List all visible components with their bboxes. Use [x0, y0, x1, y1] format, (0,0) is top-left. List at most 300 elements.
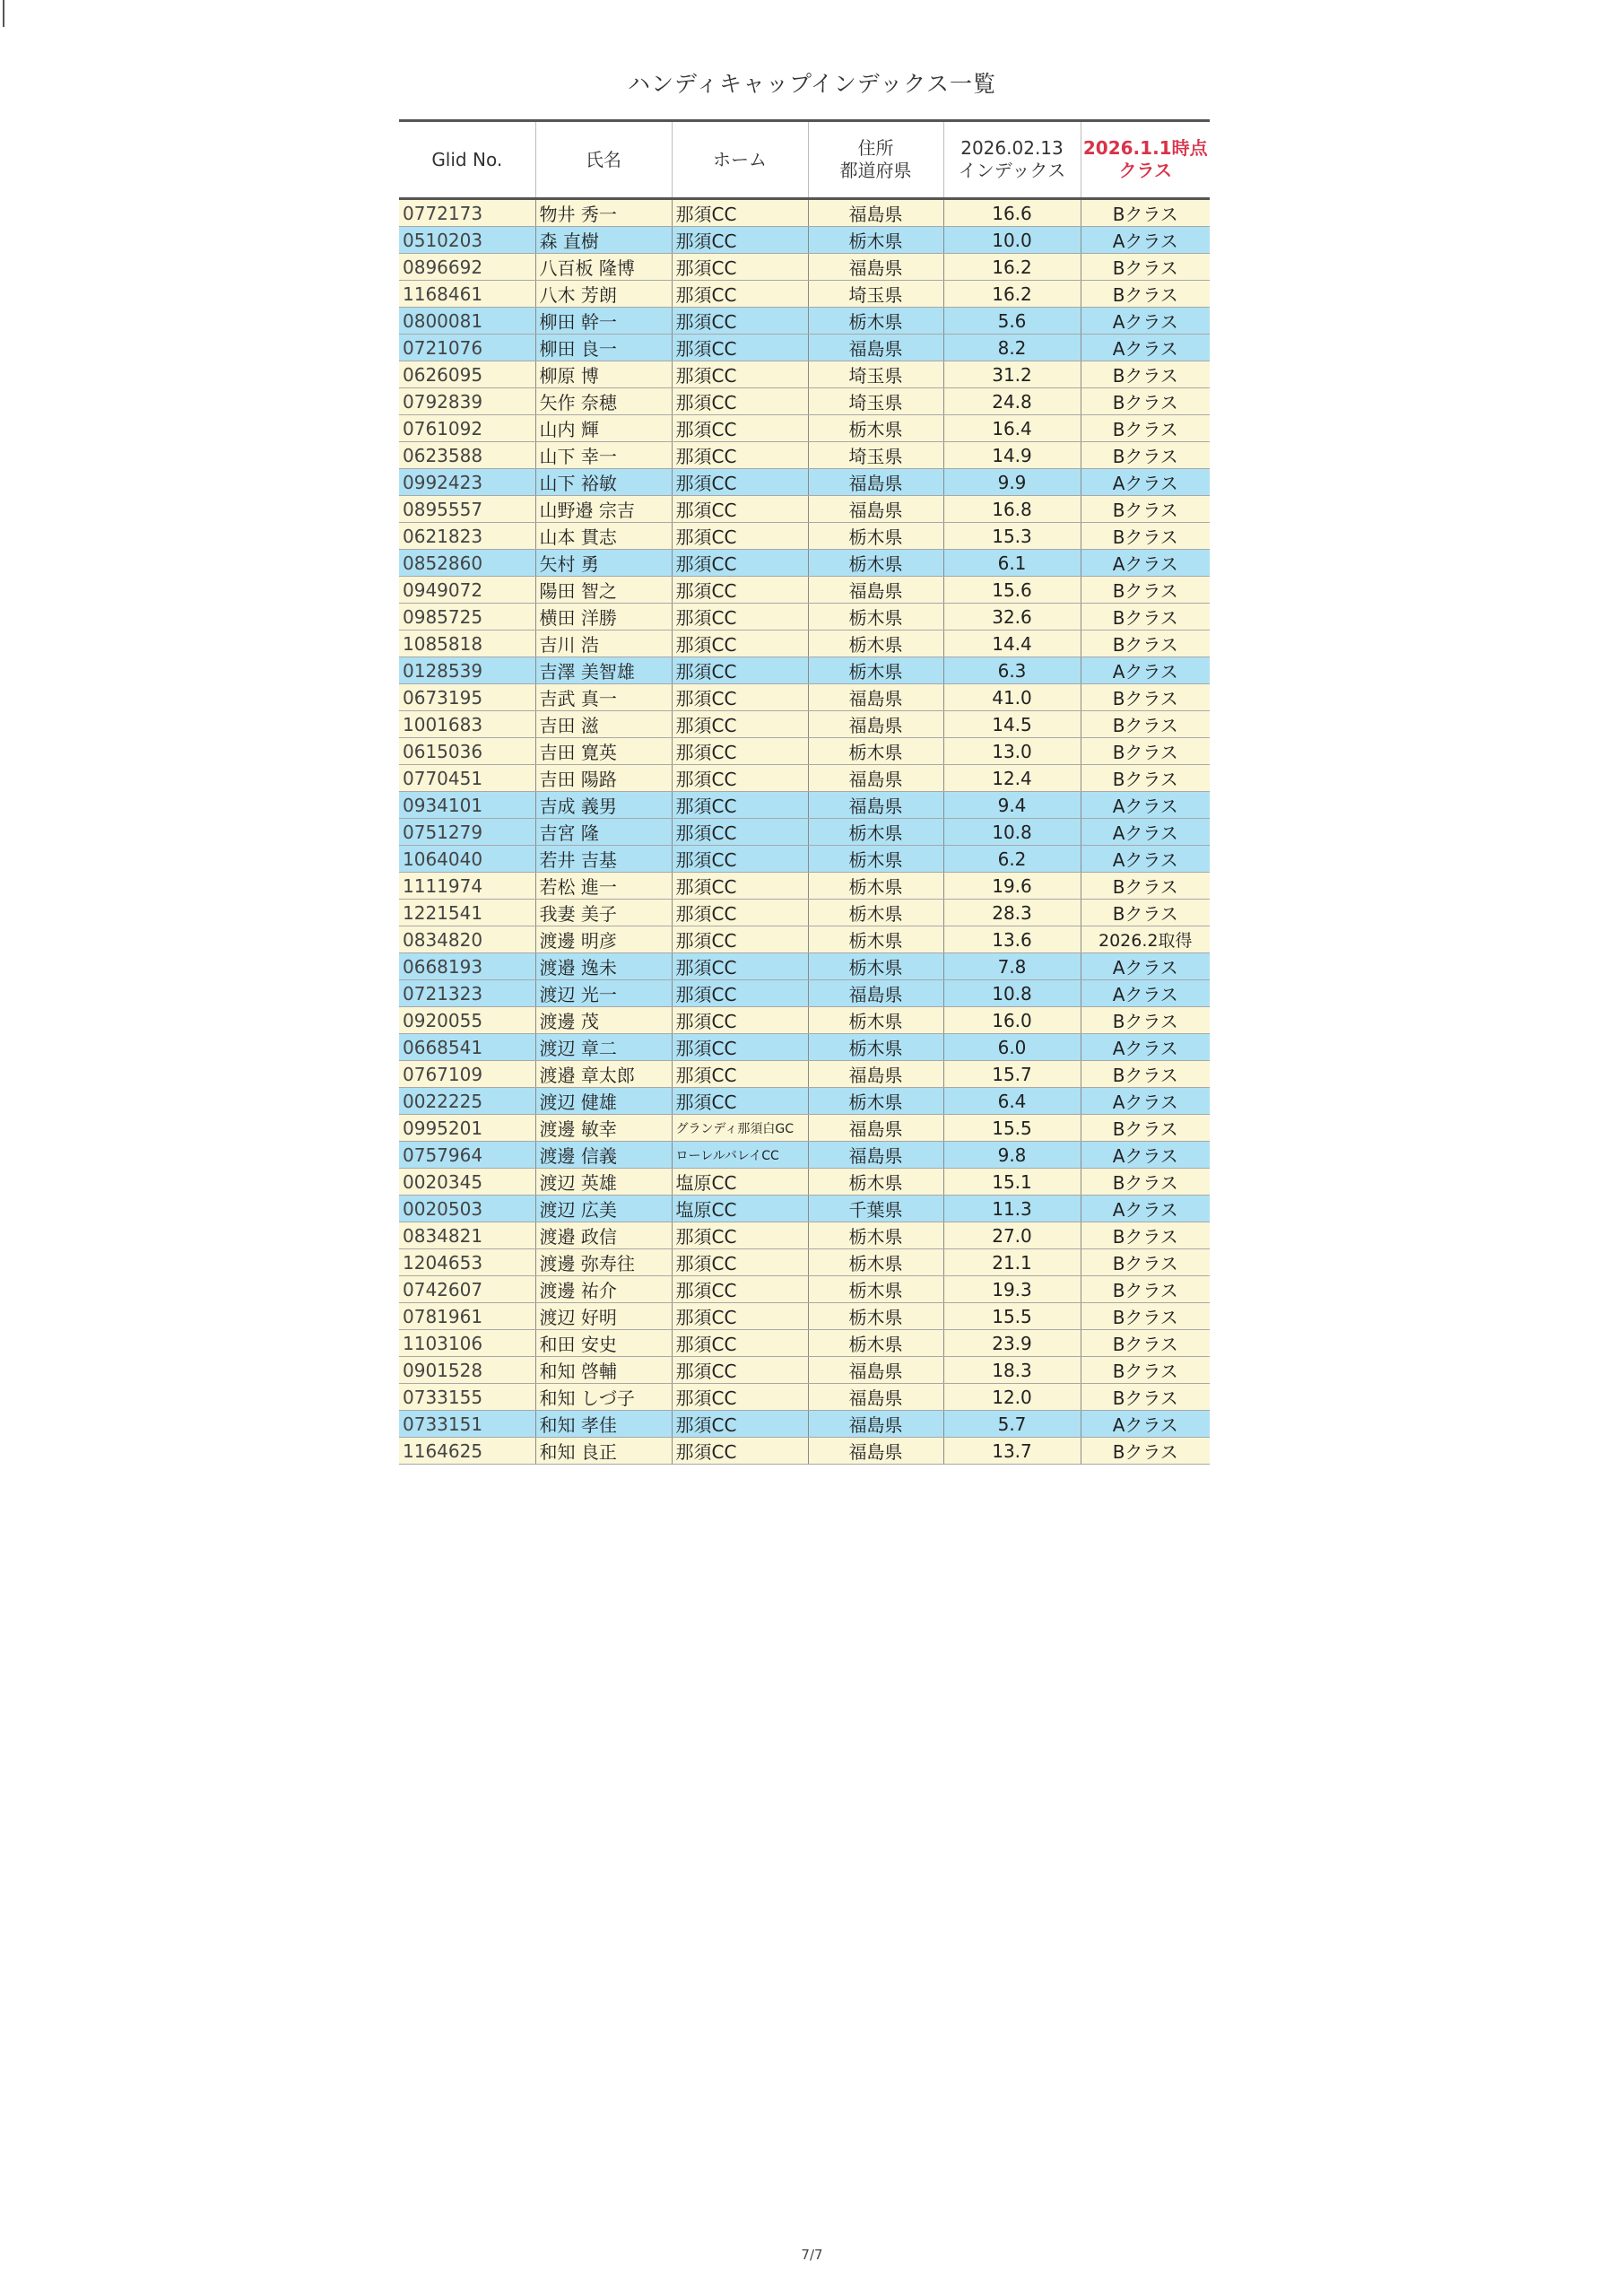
glid-cell: 0895557 [399, 496, 535, 523]
table-row [399, 657, 1210, 684]
header-prefecture [808, 121, 943, 199]
class-cell: Aクラス [1081, 469, 1210, 496]
index-cell: 19.6 [943, 873, 1081, 900]
index-cell: 15.6 [943, 577, 1081, 604]
index-cell: 5.7 [943, 1411, 1081, 1438]
glid-cell: 0510203 [399, 227, 535, 254]
table-row [399, 1169, 1210, 1196]
table-row [399, 1411, 1210, 1438]
index-cell: 9.8 [943, 1142, 1081, 1169]
glid-cell: 0792839 [399, 388, 535, 415]
table-row [399, 738, 1210, 765]
class-cell: Bクラス [1081, 711, 1210, 738]
home-cell: 塩原CC [672, 1169, 808, 1196]
name-cell: 山本 貫志 [535, 523, 672, 550]
class-cell: Bクラス [1081, 631, 1210, 657]
class-cell: Aクラス [1081, 1034, 1210, 1061]
table-row [399, 1007, 1210, 1034]
home-cell: 那須CC [672, 496, 808, 523]
home-cell: 那須CC [672, 523, 808, 550]
name-cell: 吉宮 隆 [535, 819, 672, 846]
index-cell: 16.2 [943, 281, 1081, 308]
index-cell: 10.0 [943, 227, 1081, 254]
class-cell: Bクラス [1081, 604, 1210, 631]
index-cell: 12.0 [943, 1384, 1081, 1411]
table-row [399, 1357, 1210, 1384]
name-cell: 渡邊 明彦 [535, 926, 672, 953]
name-cell: 山野邉 宗吉 [535, 496, 672, 523]
index-cell: 9.9 [943, 469, 1081, 496]
name-cell: 渡辺 広美 [535, 1196, 672, 1222]
name-cell: 渡邉 政信 [535, 1222, 672, 1249]
table-row [399, 254, 1210, 281]
name-cell: 横田 洋勝 [535, 604, 672, 631]
header-row [399, 121, 1210, 199]
home-cell: 那須CC [672, 631, 808, 657]
name-cell: 和知 啓輔 [535, 1357, 672, 1384]
name-cell: 山内 輝 [535, 415, 672, 442]
index-cell: 9.4 [943, 792, 1081, 819]
glid-cell: 0668193 [399, 953, 535, 980]
index-cell: 15.7 [943, 1061, 1081, 1088]
handicap-index-table [399, 119, 1210, 1465]
prefecture-cell: 栃木県 [808, 1222, 943, 1249]
glid-cell: 0733155 [399, 1384, 535, 1411]
glid-cell: 0621823 [399, 523, 535, 550]
index-cell: 6.2 [943, 846, 1081, 873]
index-cell: 7.8 [943, 953, 1081, 980]
home-cell: 那須CC [672, 415, 808, 442]
glid-cell: 0128539 [399, 657, 535, 684]
class-cell: Bクラス [1081, 1438, 1210, 1465]
glid-cell: 0020345 [399, 1169, 535, 1196]
prefecture-cell: 埼玉県 [808, 361, 943, 388]
prefecture-cell: 栃木県 [808, 523, 943, 550]
home-cell: 那須CC [672, 1438, 808, 1465]
glid-cell: 0770451 [399, 765, 535, 792]
header-home: ホーム [672, 121, 808, 199]
class-cell: Bクラス [1081, 496, 1210, 523]
home-cell: 那須CC [672, 335, 808, 361]
class-cell: Aクラス [1081, 550, 1210, 577]
prefecture-cell: 福島県 [808, 335, 943, 361]
name-cell: 柳原 博 [535, 361, 672, 388]
page-number: 7/7 [801, 2247, 823, 2263]
home-cell: 那須CC [672, 1411, 808, 1438]
home-cell: 那須CC [672, 442, 808, 469]
name-cell: 渡辺 好明 [535, 1303, 672, 1330]
class-cell: Bクラス [1081, 1222, 1210, 1249]
table-row [399, 199, 1210, 227]
index-cell: 5.6 [943, 308, 1081, 335]
name-cell: 渡邊 茂 [535, 1007, 672, 1034]
glid-cell: 0985725 [399, 604, 535, 631]
glid-cell: 1111974 [399, 873, 535, 900]
glid-cell: 0852860 [399, 550, 535, 577]
index-cell: 31.2 [943, 361, 1081, 388]
glid-cell: 0742607 [399, 1276, 535, 1303]
home-cell: 那須CC [672, 254, 808, 281]
glid-cell: 0772173 [399, 199, 535, 227]
home-cell: 那須CC [672, 281, 808, 308]
name-cell: 渡辺 光一 [535, 980, 672, 1007]
home-cell: 那須CC [672, 657, 808, 684]
index-cell: 14.5 [943, 711, 1081, 738]
index-cell: 15.5 [943, 1303, 1081, 1330]
class-cell: 2026.2取得 [1081, 926, 1210, 953]
header-class [1081, 121, 1210, 199]
index-cell: 28.3 [943, 900, 1081, 926]
header-name: 氏名 [535, 121, 672, 199]
class-cell: Bクラス [1081, 577, 1210, 604]
class-cell: Bクラス [1081, 281, 1210, 308]
scan-edge-mark [3, 0, 4, 27]
name-cell: 渡辺 英雄 [535, 1169, 672, 1196]
prefecture-cell: 福島県 [808, 577, 943, 604]
index-cell: 6.3 [943, 657, 1081, 684]
name-cell: 矢作 奈穂 [535, 388, 672, 415]
table-row [399, 415, 1210, 442]
index-cell: 32.6 [943, 604, 1081, 631]
index-cell: 10.8 [943, 819, 1081, 846]
glid-cell: 1064040 [399, 846, 535, 873]
class-cell: Bクラス [1081, 684, 1210, 711]
home-cell: 那須CC [672, 199, 808, 227]
index-cell: 6.4 [943, 1088, 1081, 1115]
prefecture-cell: 栃木県 [808, 657, 943, 684]
class-cell: Bクラス [1081, 442, 1210, 469]
table-row [399, 469, 1210, 496]
table-row [399, 873, 1210, 900]
glid-cell: 0626095 [399, 361, 535, 388]
table-row [399, 1276, 1210, 1303]
table-row [399, 1088, 1210, 1115]
class-cell: Aクラス [1081, 792, 1210, 819]
home-cell: 塩原CC [672, 1196, 808, 1222]
home-cell: 那須CC [672, 1007, 808, 1034]
prefecture-cell: 栃木県 [808, 1088, 943, 1115]
index-cell: 8.2 [943, 335, 1081, 361]
prefecture-cell: 福島県 [808, 199, 943, 227]
name-cell: 渡邊 弥寿往 [535, 1249, 672, 1276]
document-title: ハンディキャップインデックス一覧 [627, 71, 996, 97]
table-row [399, 846, 1210, 873]
home-cell: 那須CC [672, 1034, 808, 1061]
name-cell: 渡邊 信義 [535, 1142, 672, 1169]
index-cell: 18.3 [943, 1357, 1081, 1384]
home-cell: 那須CC [672, 819, 808, 846]
class-cell: Bクラス [1081, 1276, 1210, 1303]
home-cell: 那須CC [672, 604, 808, 631]
name-cell: 渡邉 章太郎 [535, 1061, 672, 1088]
index-cell: 13.6 [943, 926, 1081, 953]
table-row [399, 900, 1210, 926]
index-cell: 11.3 [943, 1196, 1081, 1222]
home-cell: 那須CC [672, 227, 808, 254]
table-row [399, 1142, 1210, 1169]
glid-cell: 0920055 [399, 1007, 535, 1034]
table-row [399, 980, 1210, 1007]
prefecture-cell: 埼玉県 [808, 442, 943, 469]
glid-cell: 0733151 [399, 1411, 535, 1438]
glid-cell: 0901528 [399, 1357, 535, 1384]
class-cell: Bクラス [1081, 1330, 1210, 1357]
home-cell: 那須CC [672, 980, 808, 1007]
table-row [399, 388, 1210, 415]
name-cell: 物井 秀一 [535, 199, 672, 227]
glid-cell: 1001683 [399, 711, 535, 738]
prefecture-cell: 栃木県 [808, 1249, 943, 1276]
table-row [399, 1303, 1210, 1330]
class-cell: Bクラス [1081, 873, 1210, 900]
home-cell: 那須CC [672, 792, 808, 819]
table-row [399, 577, 1210, 604]
home-cell: 那須CC [672, 388, 808, 415]
prefecture-cell: 福島県 [808, 684, 943, 711]
table-row [399, 361, 1210, 388]
class-cell: Bクラス [1081, 1061, 1210, 1088]
glid-cell: 1103106 [399, 1330, 535, 1357]
prefecture-cell: 栃木県 [808, 415, 943, 442]
glid-cell: 0995201 [399, 1115, 535, 1142]
name-cell: 渡辺 章二 [535, 1034, 672, 1061]
prefecture-cell: 福島県 [808, 1115, 943, 1142]
table-row [399, 684, 1210, 711]
glid-cell: 0834820 [399, 926, 535, 953]
home-cell: 那須CC [672, 1061, 808, 1088]
index-cell: 6.1 [943, 550, 1081, 577]
table-row [399, 1196, 1210, 1222]
prefecture-cell: 福島県 [808, 254, 943, 281]
class-cell: Bクラス [1081, 1169, 1210, 1196]
class-cell: Bクラス [1081, 199, 1210, 227]
class-cell: Bクラス [1081, 388, 1210, 415]
prefecture-cell: 福島県 [808, 792, 943, 819]
table-row [399, 227, 1210, 254]
class-cell: Bクラス [1081, 415, 1210, 442]
table-row [399, 765, 1210, 792]
class-cell: Aクラス [1081, 308, 1210, 335]
name-cell: 吉川 浩 [535, 631, 672, 657]
table-row [399, 1222, 1210, 1249]
glid-cell: 1204653 [399, 1249, 535, 1276]
name-cell: 吉澤 美智雄 [535, 657, 672, 684]
prefecture-cell: 栃木県 [808, 631, 943, 657]
class-cell: Bクラス [1081, 1384, 1210, 1411]
name-cell: 八木 芳朗 [535, 281, 672, 308]
glid-cell: 0896692 [399, 254, 535, 281]
header-index-date: 2026.02.13 [960, 137, 1064, 159]
header-prefecture-line2: 都道府県 [839, 160, 912, 181]
home-cell: 那須CC [672, 469, 808, 496]
home-cell: 那須CC [672, 738, 808, 765]
name-cell: 和知 しづ子 [535, 1384, 672, 1411]
home-cell: 那須CC [672, 1276, 808, 1303]
prefecture-cell: 栃木県 [808, 550, 943, 577]
table-row [399, 1034, 1210, 1061]
home-cell: 那須CC [672, 1249, 808, 1276]
name-cell: 山下 幸一 [535, 442, 672, 469]
prefecture-cell: 栃木県 [808, 1007, 943, 1034]
table-row [399, 496, 1210, 523]
glid-cell: 0721323 [399, 980, 535, 1007]
class-cell: Bクラス [1081, 1357, 1210, 1384]
name-cell: 山下 裕敏 [535, 469, 672, 496]
glid-cell: 0934101 [399, 792, 535, 819]
index-cell: 16.6 [943, 199, 1081, 227]
class-cell: Bクラス [1081, 1303, 1210, 1330]
prefecture-cell: 福島県 [808, 1061, 943, 1088]
class-cell: Aクラス [1081, 1196, 1210, 1222]
index-cell: 16.8 [943, 496, 1081, 523]
name-cell: 渡邊 祐介 [535, 1276, 672, 1303]
table-row [399, 631, 1210, 657]
header-index [943, 121, 1081, 199]
prefecture-cell: 福島県 [808, 1384, 943, 1411]
class-cell: Aクラス [1081, 335, 1210, 361]
name-cell: 吉田 陽路 [535, 765, 672, 792]
name-cell: 和知 孝佳 [535, 1411, 672, 1438]
home-cell: 那須CC [672, 873, 808, 900]
home-cell: 那須CC [672, 1330, 808, 1357]
table-header [399, 121, 1210, 199]
index-cell: 16.0 [943, 1007, 1081, 1034]
prefecture-cell: 埼玉県 [808, 281, 943, 308]
table-body [399, 199, 1210, 1465]
table-row [399, 281, 1210, 308]
home-cell: 那須CC [672, 577, 808, 604]
table-row [399, 308, 1210, 335]
table-row [399, 953, 1210, 980]
name-cell: 吉成 義男 [535, 792, 672, 819]
header-glid: Glid No. [399, 121, 535, 199]
header-index-label: インデックス [958, 160, 1066, 181]
name-cell: 八百板 隆博 [535, 254, 672, 281]
glid-cell: 0673195 [399, 684, 535, 711]
name-cell: 柳田 幹一 [535, 308, 672, 335]
table-row [399, 442, 1210, 469]
index-cell: 23.9 [943, 1330, 1081, 1357]
index-cell: 19.3 [943, 1276, 1081, 1303]
class-cell: Bクラス [1081, 1249, 1210, 1276]
class-cell: Bクラス [1081, 900, 1210, 926]
class-cell: Aクラス [1081, 657, 1210, 684]
glid-cell: 0751279 [399, 819, 535, 846]
home-cell: ローレルバレイCC [672, 1142, 808, 1169]
table-row [399, 1249, 1210, 1276]
glid-cell: 1085818 [399, 631, 535, 657]
index-cell: 13.0 [943, 738, 1081, 765]
table-row [399, 604, 1210, 631]
glid-cell: 1221541 [399, 900, 535, 926]
table-row [399, 1438, 1210, 1465]
name-cell: 渡辺 健雄 [535, 1088, 672, 1115]
prefecture-cell: 栃木県 [808, 738, 943, 765]
header-class-label: クラス [1118, 160, 1172, 181]
home-cell: 那須CC [672, 711, 808, 738]
class-cell: Bクラス [1081, 765, 1210, 792]
name-cell: 森 直樹 [535, 227, 672, 254]
class-cell: Bクラス [1081, 1115, 1210, 1142]
glid-cell: 0020503 [399, 1196, 535, 1222]
prefecture-cell: 福島県 [808, 980, 943, 1007]
index-cell: 15.1 [943, 1169, 1081, 1196]
class-cell: Aクラス [1081, 1411, 1210, 1438]
index-cell: 6.0 [943, 1034, 1081, 1061]
prefecture-cell: 栃木県 [808, 1330, 943, 1357]
name-cell: 我妻 美子 [535, 900, 672, 926]
prefecture-cell: 福島県 [808, 496, 943, 523]
glid-cell: 0721076 [399, 335, 535, 361]
index-cell: 21.1 [943, 1249, 1081, 1276]
name-cell: 矢村 勇 [535, 550, 672, 577]
glid-cell: 1168461 [399, 281, 535, 308]
home-cell: 那須CC [672, 1088, 808, 1115]
table-row [399, 550, 1210, 577]
index-cell: 14.4 [943, 631, 1081, 657]
home-cell: 那須CC [672, 1384, 808, 1411]
index-cell: 13.7 [943, 1438, 1081, 1465]
glid-cell: 0767109 [399, 1061, 535, 1088]
prefecture-cell: 千葉県 [808, 1196, 943, 1222]
home-cell: 那須CC [672, 684, 808, 711]
name-cell: 吉田 寛英 [535, 738, 672, 765]
home-cell: 那須CC [672, 308, 808, 335]
name-cell: 和田 安史 [535, 1330, 672, 1357]
home-cell: 那須CC [672, 1222, 808, 1249]
index-cell: 24.8 [943, 388, 1081, 415]
prefecture-cell: 福島県 [808, 711, 943, 738]
name-cell: 陽田 智之 [535, 577, 672, 604]
class-cell: Bクラス [1081, 254, 1210, 281]
home-cell: 那須CC [672, 550, 808, 577]
class-cell: Aクラス [1081, 1142, 1210, 1169]
glid-cell: 0623588 [399, 442, 535, 469]
prefecture-cell: 栃木県 [808, 900, 943, 926]
table-row [399, 1384, 1210, 1411]
prefecture-cell: 栃木県 [808, 1303, 943, 1330]
home-cell: 那須CC [672, 1303, 808, 1330]
class-cell: Aクラス [1081, 953, 1210, 980]
header-class-date: 2026.1.1時点 [1082, 137, 1208, 159]
table-row [399, 1115, 1210, 1142]
home-cell: 那須CC [672, 846, 808, 873]
home-cell: 那須CC [672, 900, 808, 926]
glid-cell: 0615036 [399, 738, 535, 765]
glid-cell: 0022225 [399, 1088, 535, 1115]
glid-cell: 0949072 [399, 577, 535, 604]
name-cell: 若松 進一 [535, 873, 672, 900]
table-row [399, 711, 1210, 738]
name-cell: 柳田 良一 [535, 335, 672, 361]
index-cell: 16.4 [943, 415, 1081, 442]
glid-cell: 0761092 [399, 415, 535, 442]
glid-cell: 0800081 [399, 308, 535, 335]
name-cell: 若井 吉基 [535, 846, 672, 873]
index-cell: 27.0 [943, 1222, 1081, 1249]
prefecture-cell: 福島県 [808, 1357, 943, 1384]
prefecture-cell: 栃木県 [808, 1034, 943, 1061]
home-cell: 那須CC [672, 361, 808, 388]
glid-cell: 0757964 [399, 1142, 535, 1169]
prefecture-cell: 埼玉県 [808, 388, 943, 415]
index-cell: 16.2 [943, 254, 1081, 281]
index-cell: 12.4 [943, 765, 1081, 792]
prefecture-cell: 福島県 [808, 765, 943, 792]
table-row [399, 523, 1210, 550]
glid-cell: 1164625 [399, 1438, 535, 1465]
index-cell: 15.3 [943, 523, 1081, 550]
